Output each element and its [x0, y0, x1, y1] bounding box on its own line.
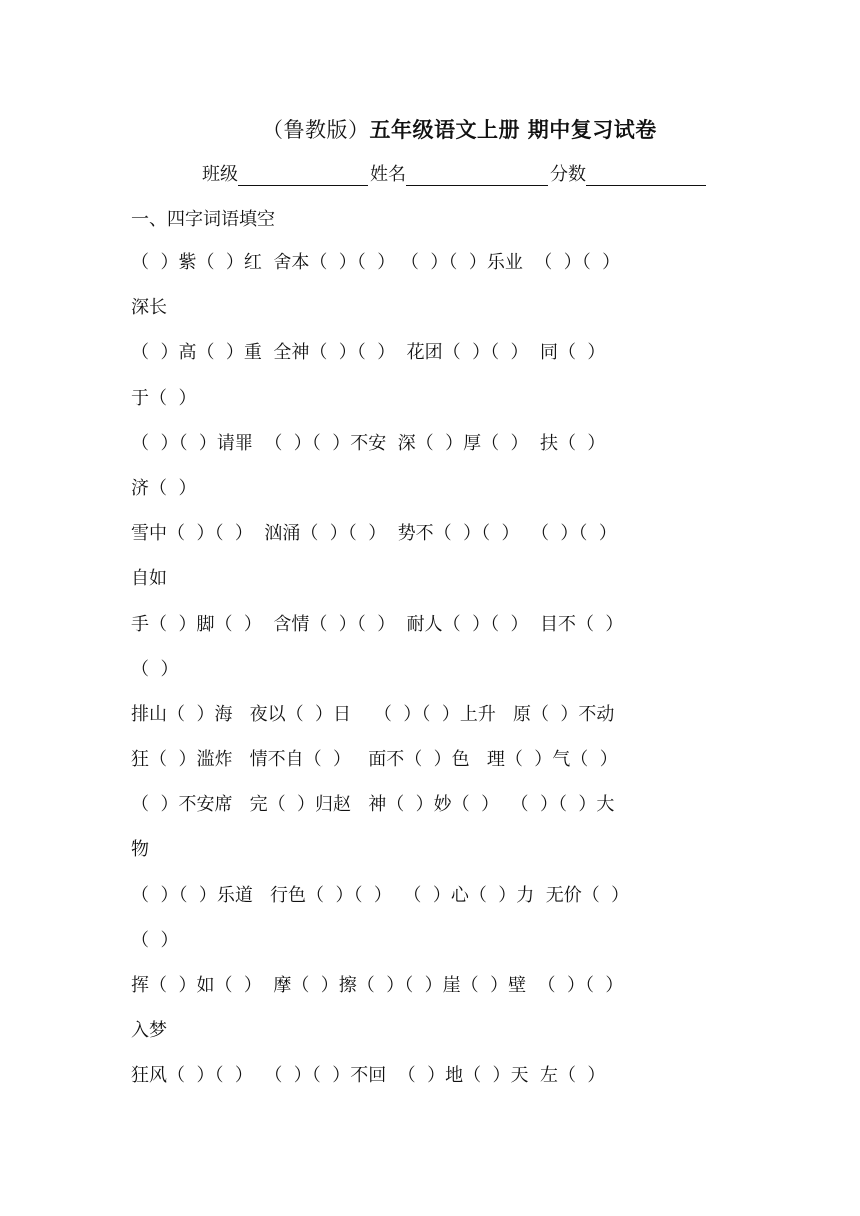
question-line: 排山（ ）海 夜以（ ）日 （ ）（ ）上升 原（ ）不动 [131, 703, 615, 725]
question-line: 入梦 [131, 1020, 167, 1042]
student-info-row [202, 160, 708, 186]
question-line: 于（ ） [131, 387, 197, 409]
page-title [262, 114, 657, 144]
name-label: 姓名 [370, 164, 406, 185]
question-line: （ ）高（ ）重 全神（ ）（ ） 花团（ ）（ ） 同（ ） [131, 342, 606, 364]
score-label: 分数 [550, 164, 586, 185]
name-blank[interactable] [406, 165, 548, 186]
fill-in-lines [131, 250, 731, 1109]
question-line: （ ） [131, 929, 179, 951]
question-line: 雪中（ ）（ ） 汹涌（ ）（ ） 势不（ ）（ ） （ ）（ ） [131, 523, 617, 545]
question-line: （ ） [131, 658, 179, 680]
title-prefix: （鲁教版） [262, 118, 370, 142]
question-line: （ ）不安席 完（ ）归赵 神（ ）妙（ ） （ ）（ ）大 [131, 794, 615, 816]
question-line: 物 [131, 839, 149, 861]
question-line: （ ）（ ）乐道 行色（ ）（ ） （ ）心（ ）力 无价（ ） [131, 884, 630, 906]
class-blank[interactable] [238, 165, 368, 186]
class-label: 班级 [202, 164, 238, 185]
question-line: 自如 [131, 568, 167, 590]
question-line: 挥（ ）如（ ） 摩（ ）擦（ ）（ ）崖（ ）壁 （ ）（ ） [131, 975, 624, 996]
question-line: 狂（ ）滥炸 情不自（ ） 面不（ ）色 理（ ）气（ ） [131, 749, 618, 771]
question-line: 狂风（ ）（ ） （ ）（ ）不回 （ ）地（ ）天 左（ ） [131, 1065, 606, 1087]
question-line: （ ）（ ）请罪 （ ）（ ）不安 深（ ）厚（ ） 扶（ ） [131, 432, 606, 454]
question-line: 深长 [131, 297, 167, 319]
question-line: 济（ ） [131, 477, 197, 499]
title-main: 五年级语文上册 期中复习试卷 [369, 117, 657, 142]
question-line: （ ）紫（ ）红 舍本（ ）（ ） （ ）（ ）乐业 （ ）（ ） [131, 252, 621, 273]
question-line: 手（ ）脚（ ） 含情（ ）（ ） 耐人（ ）（ ） 目不（ ） [131, 613, 624, 635]
score-blank[interactable] [586, 165, 706, 186]
section-heading: 一、四字词语填空 [131, 209, 275, 230]
